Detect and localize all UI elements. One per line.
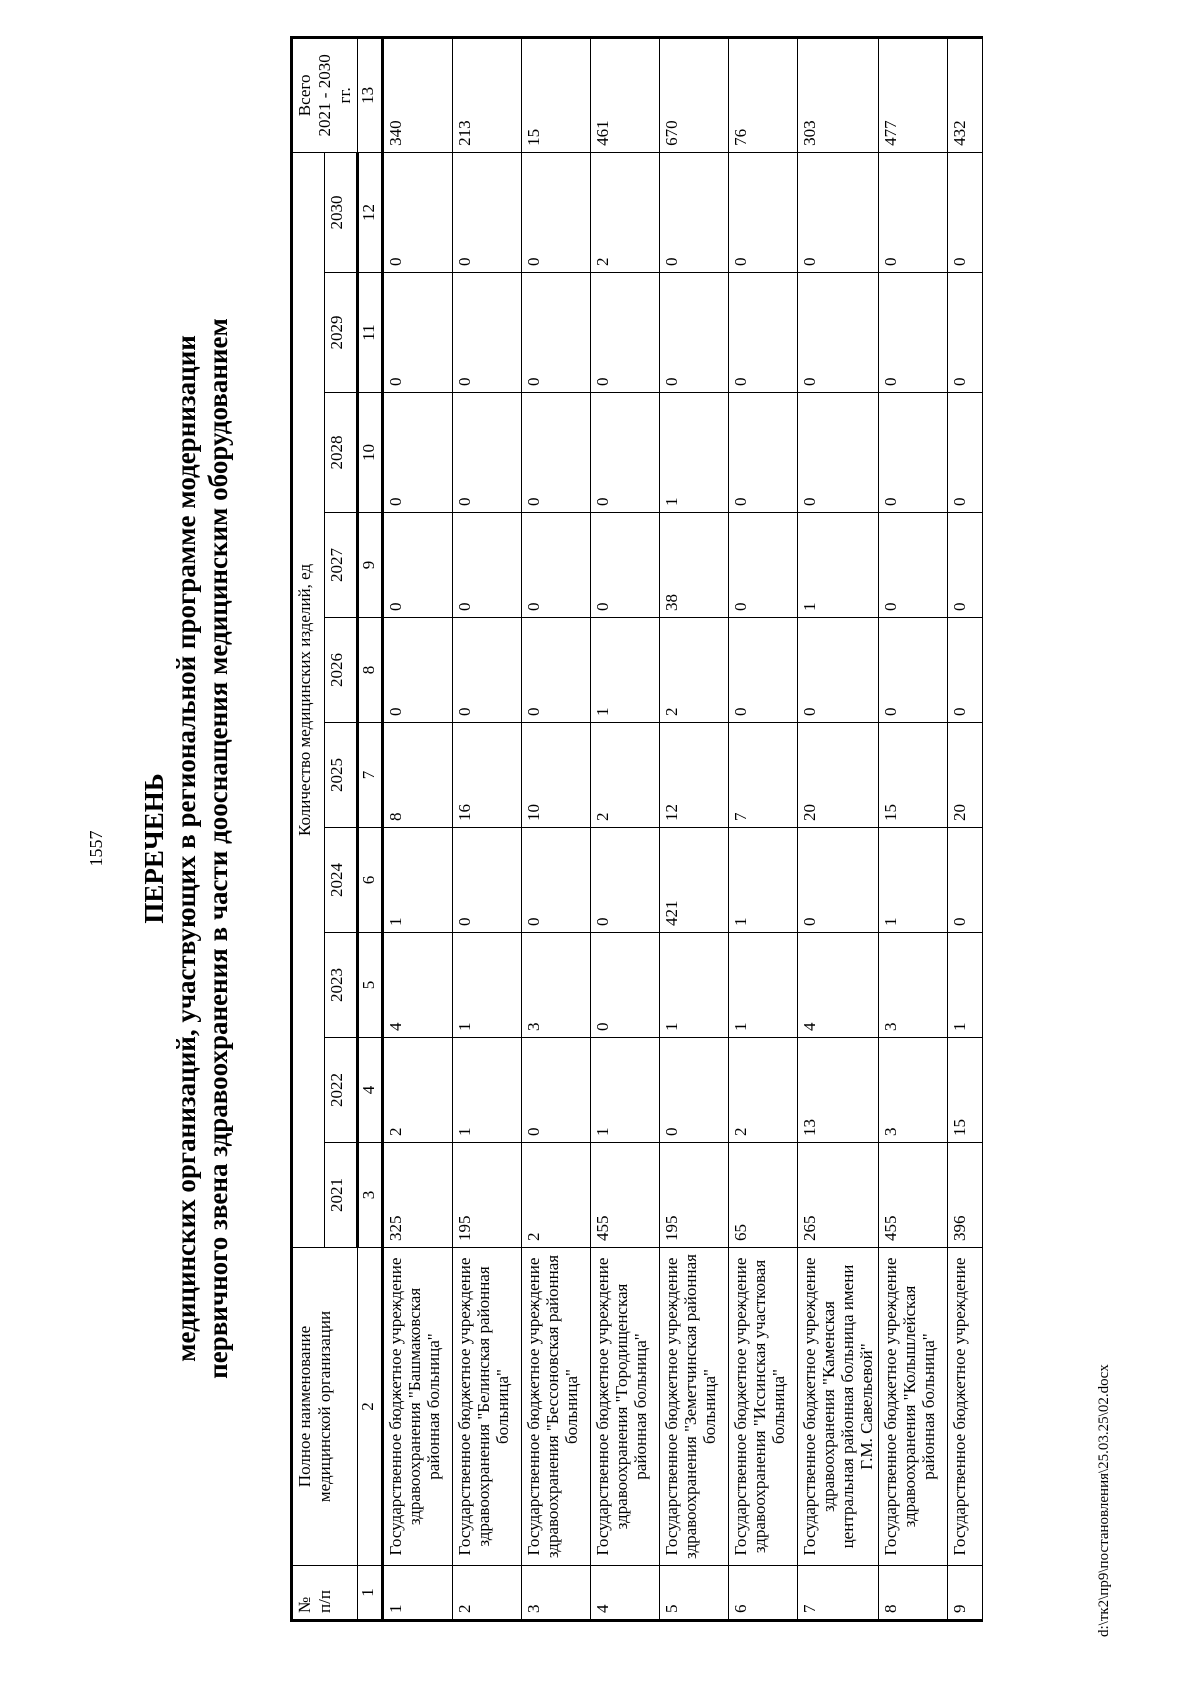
year-value-2024: 1 bbox=[729, 828, 798, 933]
column-index-cell: 8 bbox=[358, 618, 383, 723]
header-year: 2023 bbox=[325, 933, 358, 1038]
year-value-2029: 0 bbox=[798, 273, 879, 393]
year-value-2029: 0 bbox=[591, 273, 660, 393]
year-value-2022: 13 bbox=[798, 1038, 879, 1143]
column-index-cell: 11 bbox=[358, 273, 383, 393]
year-value-2022: 0 bbox=[522, 1038, 591, 1143]
header-total: Всего 2021 - 2030 гг. bbox=[292, 37, 358, 152]
year-value-2023: 1 bbox=[948, 933, 983, 1038]
row-total: 432 bbox=[948, 37, 983, 152]
header-year: 2026 bbox=[325, 618, 358, 723]
year-value-2028: 0 bbox=[729, 393, 798, 513]
row-total: 15 bbox=[522, 37, 591, 152]
column-index-cell: 3 bbox=[358, 1143, 383, 1248]
year-value-2028: 0 bbox=[522, 393, 591, 513]
column-index-cell: 7 bbox=[358, 723, 383, 828]
table-row bbox=[591, 37, 660, 1620]
organizations-table bbox=[290, 36, 983, 1622]
row-number: 6 bbox=[729, 1566, 798, 1621]
organization-name: Государственное бюджетное учреждение здравоохранения "Иссинская участковая больница" bbox=[729, 1248, 798, 1566]
year-value-2030: 0 bbox=[660, 152, 729, 272]
table-row bbox=[453, 37, 522, 1620]
year-value-2027: 1 bbox=[798, 513, 879, 618]
row-number: 1 bbox=[383, 1566, 453, 1621]
year-value-2022: 2 bbox=[729, 1038, 798, 1143]
year-value-2029: 0 bbox=[383, 273, 453, 393]
year-value-2023: 3 bbox=[879, 933, 948, 1038]
row-total: 340 bbox=[383, 37, 453, 152]
year-value-2021: 396 bbox=[948, 1143, 983, 1248]
year-value-2021: 195 bbox=[453, 1143, 522, 1248]
column-index-cell: 1 bbox=[358, 1566, 383, 1621]
table-row bbox=[522, 37, 591, 1620]
year-value-2028: 0 bbox=[453, 393, 522, 513]
year-value-2029: 0 bbox=[948, 273, 983, 393]
year-value-2027: 0 bbox=[879, 513, 948, 618]
title-line-2: медицинских организаций, участвующих в региональной программе модернизации bbox=[171, 335, 201, 1362]
header-year: 2025 bbox=[325, 723, 358, 828]
year-value-2021: 325 bbox=[383, 1143, 453, 1248]
year-value-2025: 12 bbox=[660, 723, 729, 828]
table-row bbox=[383, 37, 453, 1620]
year-value-2029: 0 bbox=[522, 273, 591, 393]
year-value-2026: 2 bbox=[660, 618, 729, 723]
year-value-2022: 3 bbox=[879, 1038, 948, 1143]
year-value-2023: 4 bbox=[798, 933, 879, 1038]
year-value-2023: 3 bbox=[522, 933, 591, 1038]
header-year: 2024 bbox=[325, 828, 358, 933]
organization-name: Государственное бюджетное учреждение здравоохранения "Земетчинская районная больница" bbox=[660, 1248, 729, 1566]
year-value-2030: 0 bbox=[522, 152, 591, 272]
year-value-2024: 1 bbox=[879, 828, 948, 933]
year-value-2030: 0 bbox=[383, 152, 453, 272]
table-row bbox=[660, 37, 729, 1620]
table-row bbox=[798, 37, 879, 1620]
year-value-2030: 0 bbox=[879, 152, 948, 272]
year-value-2026: 0 bbox=[948, 618, 983, 723]
header-year: 2027 bbox=[325, 513, 358, 618]
year-value-2021: 455 bbox=[879, 1143, 948, 1248]
page-number: 1557 bbox=[86, 830, 106, 867]
year-value-2026: 0 bbox=[383, 618, 453, 723]
year-value-2026: 0 bbox=[879, 618, 948, 723]
row-total: 303 bbox=[798, 37, 879, 152]
column-index-cell: 6 bbox=[358, 828, 383, 933]
year-value-2021: 65 bbox=[729, 1143, 798, 1248]
organization-name: Государственное бюджетное учреждение здравоохранения "Каменская центральная районная больница имени Г.М. Савельевой" bbox=[798, 1248, 879, 1566]
row-total: 670 bbox=[660, 37, 729, 152]
year-value-2021: 2 bbox=[522, 1143, 591, 1248]
year-value-2027: 0 bbox=[453, 513, 522, 618]
year-value-2022: 1 bbox=[453, 1038, 522, 1143]
year-value-2028: 0 bbox=[879, 393, 948, 513]
row-number: 8 bbox=[879, 1566, 948, 1621]
year-value-2022: 1 bbox=[591, 1038, 660, 1143]
year-value-2025: 7 bbox=[729, 723, 798, 828]
row-number: 4 bbox=[591, 1566, 660, 1621]
year-value-2022: 0 bbox=[660, 1038, 729, 1143]
year-value-2025: 20 bbox=[798, 723, 879, 828]
year-value-2021: 195 bbox=[660, 1143, 729, 1248]
year-value-2025: 10 bbox=[522, 723, 591, 828]
year-value-2024: 0 bbox=[591, 828, 660, 933]
row-number: 2 bbox=[453, 1566, 522, 1621]
row-total: 477 bbox=[879, 37, 948, 152]
year-value-2025: 2 bbox=[591, 723, 660, 828]
year-value-2023: 4 bbox=[383, 933, 453, 1038]
title-line-3: первичного звена здравоохранения в части дооснащения медицинским оборудованием bbox=[203, 318, 233, 1379]
year-value-2028: 0 bbox=[383, 393, 453, 513]
footer-file-path: d:\тк2\пр9\постановления\25.03.25\02.docx bbox=[1096, 1364, 1112, 1637]
year-value-2027: 0 bbox=[591, 513, 660, 618]
year-value-2024: 421 bbox=[660, 828, 729, 933]
year-value-2024: 1 bbox=[383, 828, 453, 933]
year-value-2026: 0 bbox=[522, 618, 591, 723]
organization-name: Государственное бюджетное учреждение здравоохранения "Белинская районная больница" bbox=[453, 1248, 522, 1566]
year-value-2021: 265 bbox=[798, 1143, 879, 1248]
year-value-2029: 0 bbox=[879, 273, 948, 393]
column-index-cell: 9 bbox=[358, 513, 383, 618]
year-value-2027: 0 bbox=[729, 513, 798, 618]
year-value-2030: 0 bbox=[798, 152, 879, 272]
header-row-1 bbox=[292, 37, 325, 1620]
column-index-cell: 13 bbox=[358, 37, 383, 152]
year-value-2023: 0 bbox=[591, 933, 660, 1038]
year-value-2021: 455 bbox=[591, 1143, 660, 1248]
row-number: 5 bbox=[660, 1566, 729, 1621]
table-row bbox=[729, 37, 798, 1620]
column-index-cell: 2 bbox=[358, 1248, 383, 1566]
year-value-2025: 15 bbox=[879, 723, 948, 828]
column-index-cell: 5 bbox=[358, 933, 383, 1038]
year-value-2027: 0 bbox=[948, 513, 983, 618]
header-year: 2022 bbox=[325, 1038, 358, 1143]
organization-name: Государственное бюджетное учреждение здравоохранения "Башмаковская районная больница" bbox=[383, 1248, 453, 1566]
year-value-2029: 0 bbox=[453, 273, 522, 393]
year-value-2030: 0 bbox=[948, 152, 983, 272]
year-value-2026: 1 bbox=[591, 618, 660, 723]
organization-name: Государственное бюджетное учреждение здравоохранения "Колышлейская районная больница" bbox=[879, 1248, 948, 1566]
header-year: 2030 bbox=[325, 152, 358, 272]
year-value-2023: 1 bbox=[729, 933, 798, 1038]
column-index-cell: 4 bbox=[358, 1038, 383, 1143]
header-name: Полное наименование медицинской организации bbox=[292, 1248, 358, 1566]
year-value-2026: 0 bbox=[453, 618, 522, 723]
table-row bbox=[948, 37, 983, 1620]
year-value-2028: 0 bbox=[948, 393, 983, 513]
document-title bbox=[138, 0, 234, 1697]
year-value-2030: 2 bbox=[591, 152, 660, 272]
organization-name: Государственное бюджетное учреждение здравоохранения "Городищенская районная больница" bbox=[591, 1248, 660, 1566]
row-number: 9 bbox=[948, 1566, 983, 1621]
year-value-2028: 1 bbox=[660, 393, 729, 513]
header-group: Количество медицинских изделий, ед bbox=[292, 152, 325, 1247]
year-value-2027: 38 bbox=[660, 513, 729, 618]
year-value-2025: 8 bbox=[383, 723, 453, 828]
row-number: 3 bbox=[522, 1566, 591, 1621]
year-value-2030: 0 bbox=[729, 152, 798, 272]
year-value-2023: 1 bbox=[453, 933, 522, 1038]
header-year: 2028 bbox=[325, 393, 358, 513]
year-value-2024: 0 bbox=[522, 828, 591, 933]
year-value-2024: 0 bbox=[948, 828, 983, 933]
year-value-2029: 0 bbox=[660, 273, 729, 393]
table-row bbox=[879, 37, 948, 1620]
year-value-2022: 15 bbox=[948, 1038, 983, 1143]
year-value-2023: 1 bbox=[660, 933, 729, 1038]
year-value-2027: 0 bbox=[522, 513, 591, 618]
table-body bbox=[358, 37, 983, 1620]
year-value-2030: 0 bbox=[453, 152, 522, 272]
year-value-2026: 0 bbox=[729, 618, 798, 723]
year-value-2027: 0 bbox=[383, 513, 453, 618]
column-index-row bbox=[358, 37, 383, 1620]
organization-name: Государственное бюджетное учреждение bbox=[948, 1248, 983, 1566]
year-value-2022: 2 bbox=[383, 1038, 453, 1143]
year-value-2028: 0 bbox=[798, 393, 879, 513]
year-value-2024: 0 bbox=[798, 828, 879, 933]
header-year: 2029 bbox=[325, 273, 358, 393]
row-total: 76 bbox=[729, 37, 798, 152]
header-year: 2021 bbox=[325, 1143, 358, 1248]
year-value-2025: 20 bbox=[948, 723, 983, 828]
organization-name: Государственное бюджетное учреждение здравоохранения "Бессоновская районная больница" bbox=[522, 1248, 591, 1566]
year-value-2028: 0 bbox=[591, 393, 660, 513]
row-number: 7 bbox=[798, 1566, 879, 1621]
column-index-cell: 12 bbox=[358, 152, 383, 272]
column-index-cell: 10 bbox=[358, 393, 383, 513]
row-total: 461 bbox=[591, 37, 660, 152]
year-value-2026: 0 bbox=[798, 618, 879, 723]
year-value-2029: 0 bbox=[729, 273, 798, 393]
year-value-2024: 0 bbox=[453, 828, 522, 933]
header-num: № п/п bbox=[292, 1566, 358, 1621]
title-line-1: ПЕРЕЧЕНЬ bbox=[139, 773, 169, 924]
row-total: 213 bbox=[453, 37, 522, 152]
year-value-2025: 16 bbox=[453, 723, 522, 828]
